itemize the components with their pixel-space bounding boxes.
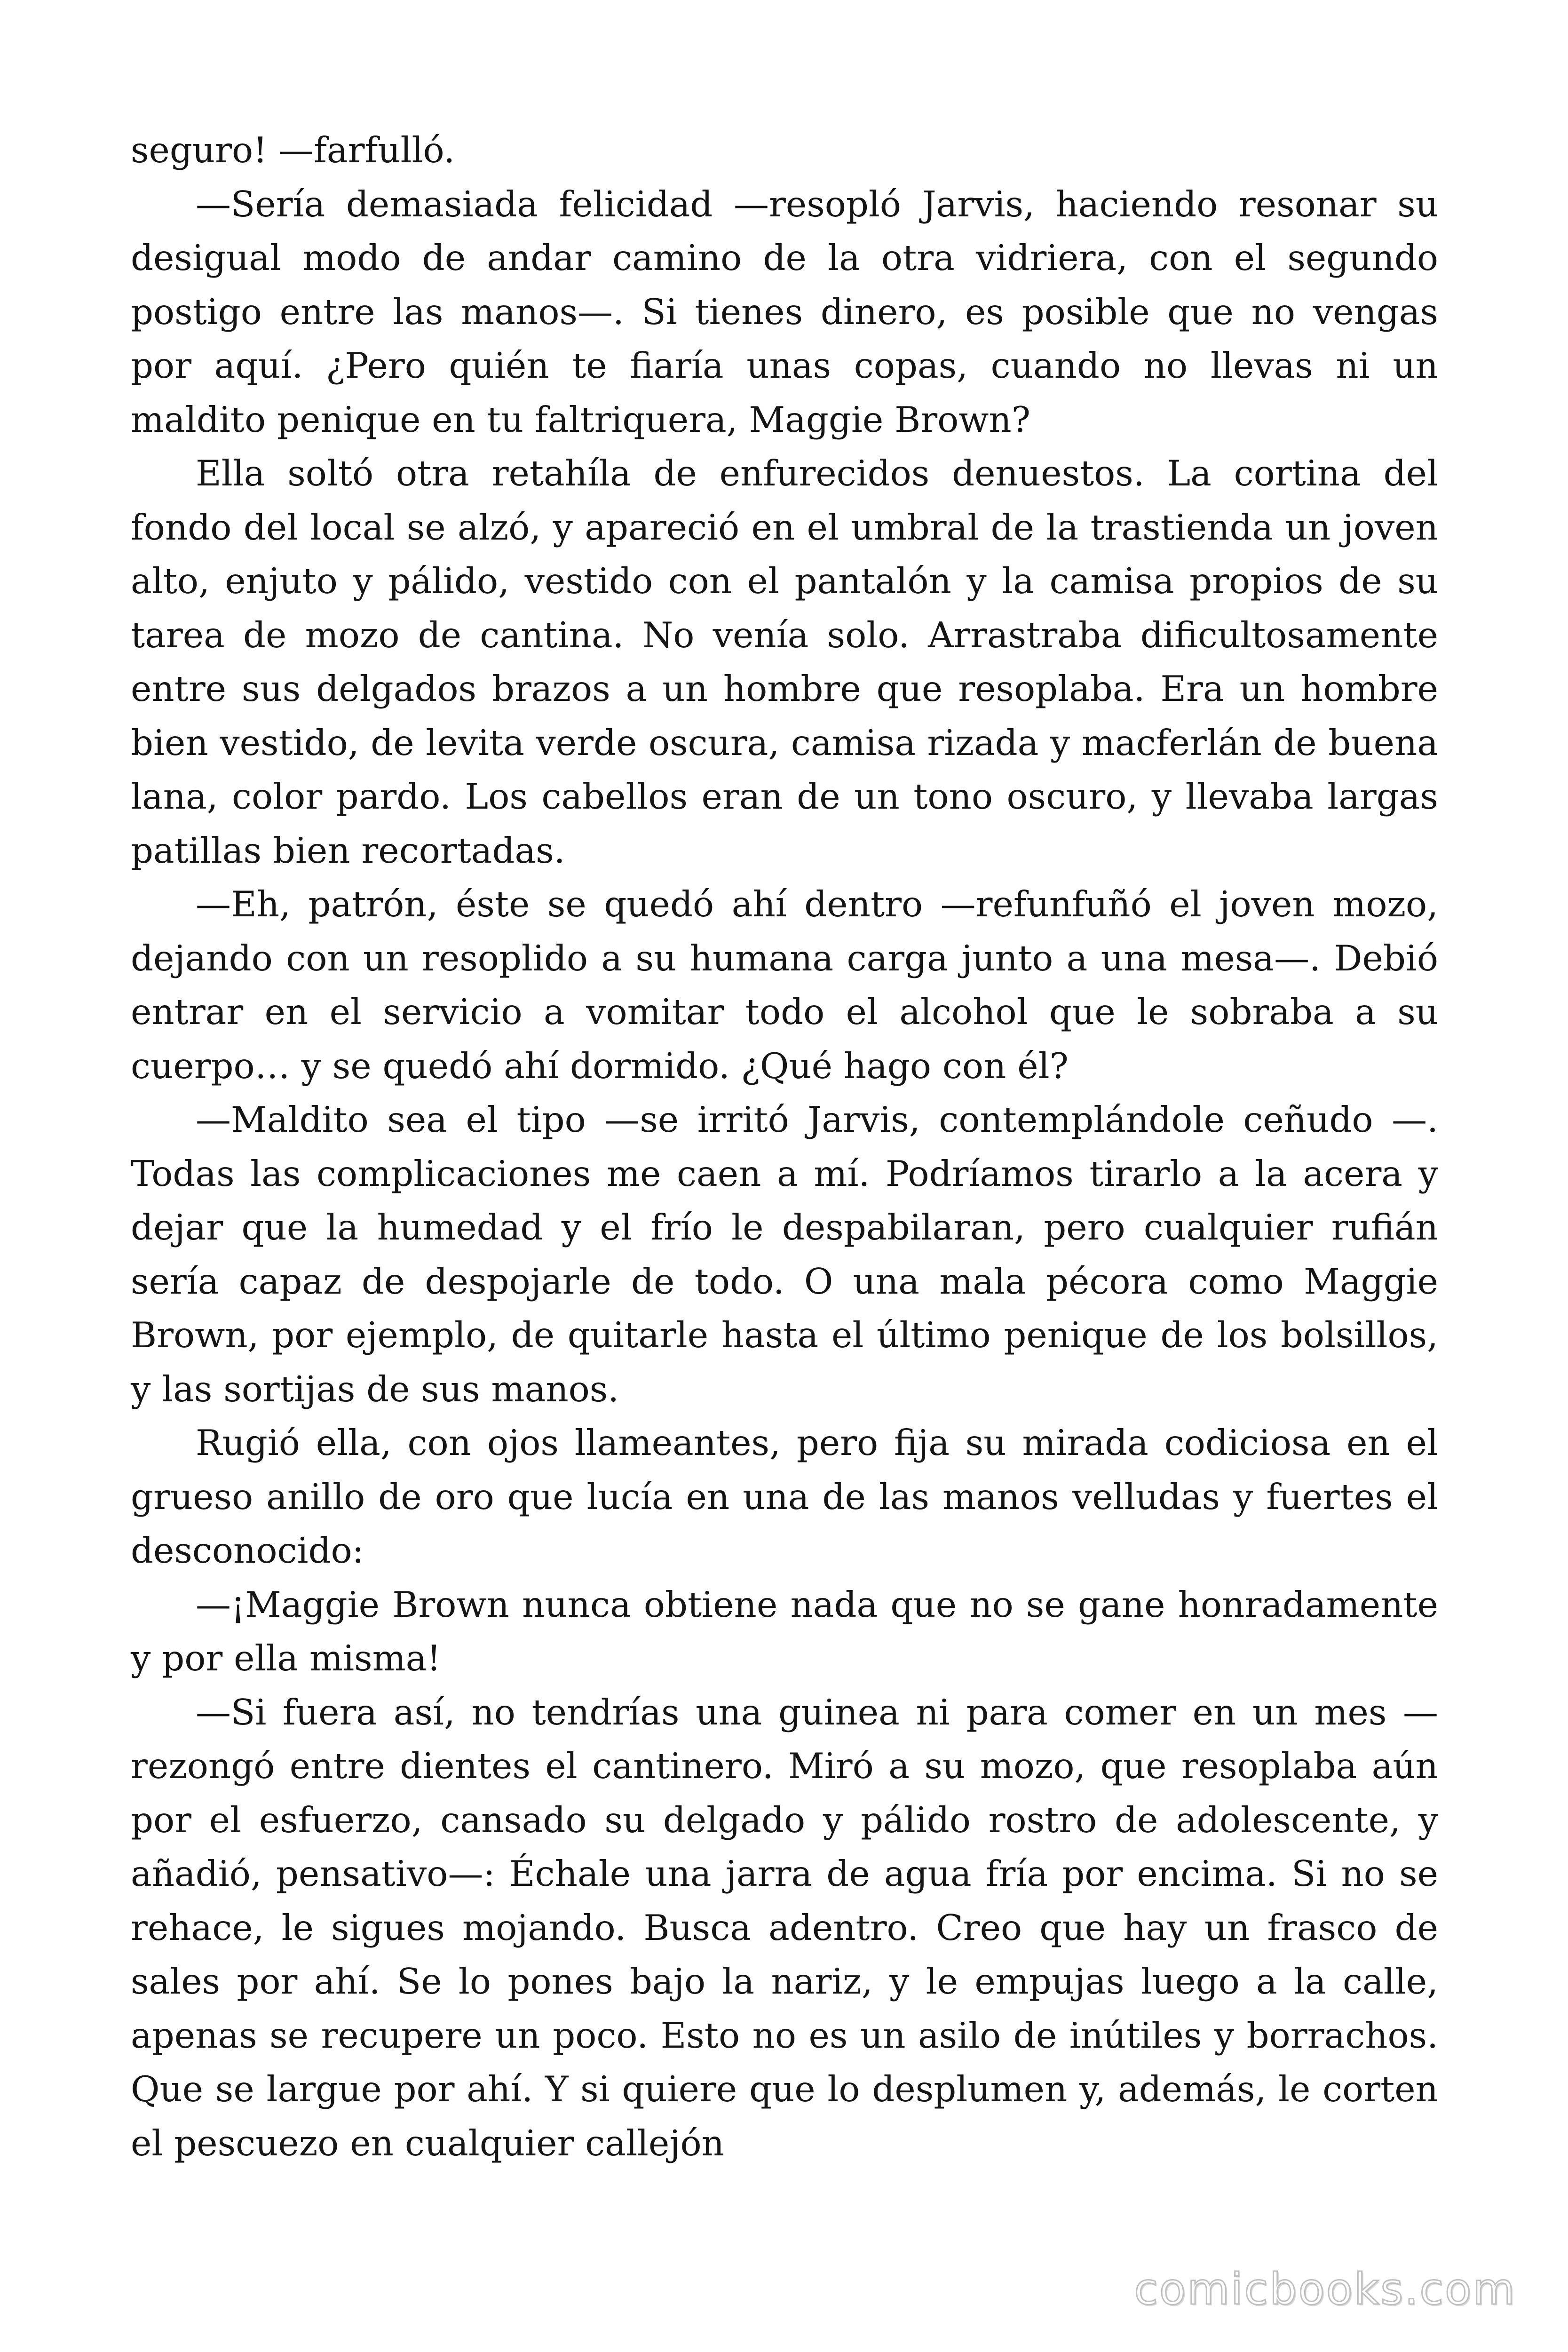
paragraph-2: —Sería demasiada felicidad —resopló Jarvis, haciendo resonar su desigual modo de andar camino de la otra vidriera, con el segundo postigo entre las manos—. Si tienes dinero, es posible que no vengas por aquí. ¿Pero quién te fiaría unas copas, cuando no llevas ni un maldito penique en tu faltriquera, Maggie Brown? — [131, 183, 1438, 440]
paragraph-4: —Eh, patrón, éste se quedó ahí dentro —refunfuñó el joven mozo, dejando con un resoplido a su humana carga junto a una mesa—. Debió entrar en el servicio a vomitar todo el alcohol que le sobraba a su cuerpo… y se quedó ahí dormido. ¿Qué hago con él? — [131, 883, 1438, 1087]
paragraph-7: —¡Maggie Brown nunca obtiene nada que no se gane honradamente y por ella misma! — [131, 1583, 1438, 1679]
watermark: comicbooks.com — [1134, 2264, 1516, 2314]
body-text — [131, 123, 1438, 2170]
paragraph-6: Rugió ella, con ojos llameantes, pero fija su mirada codiciosa en el grueso anillo de oro que lucía en una de las manos velludas y fuertes el desconocido: — [131, 1422, 1438, 1571]
paragraph-1: seguro! —farfulló. — [131, 129, 455, 171]
paragraph-3: Ella soltó otra retahíla de enfurecidos denuestos. La cortina del fondo del local se alzó, y apareció en el umbral de la trastienda un joven alto, enjuto y pálido, vestido con el pantalón y la camisa propios de su tarea de mozo de cantina. No venía solo. Arrastraba dificultosamente entre sus delgados brazos a un hombre que resoplaba. Era un hombre bien vestido, de levita verde oscura, camisa rizada y macferlán de buena lana, color pardo. Los cabellos eran de un tono oscuro, y llevaba largas patillas bien recortadas. — [131, 453, 1438, 871]
paragraph-5: —Maldito sea el tipo —se irritó Jarvis, contemplándole ceñudo —. Todas las complicaciones me caen a mí. Podríamos tirarlo a la acera y dejar que la humedad y el frío le despabilaran, pero cualquier rufián sería capaz de despojarle de todo. O una mala pécora como Maggie Brown, por ejemplo, de quitarle hasta el último penique de los bolsillos, y las sortijas de sus manos. — [131, 1099, 1438, 1410]
paragraph-8: —Si fuera así, no tendrías una guinea ni para comer en un mes —rezongó entre dientes el cantinero. Miró a su mozo, que resoplaba aún por el esfuerzo, cansado su delgado y pálido rostro de adolescente, y añadió, pensativo—: Échale una jarra de agua fría por encima. Si no se rehace, le sigues mojando. Busca adentro. Creo que hay un frasco de sales por ahí. Se lo pones bajo la nariz, y le empujas luego a la calle, apenas se recupere un poco. Esto no es un asilo de inútiles y borrachos. Que se largue por ahí. Y si quiere que lo desplumen y, además, le corten el pescuezo en cualquier callejón — [131, 1691, 1438, 2164]
